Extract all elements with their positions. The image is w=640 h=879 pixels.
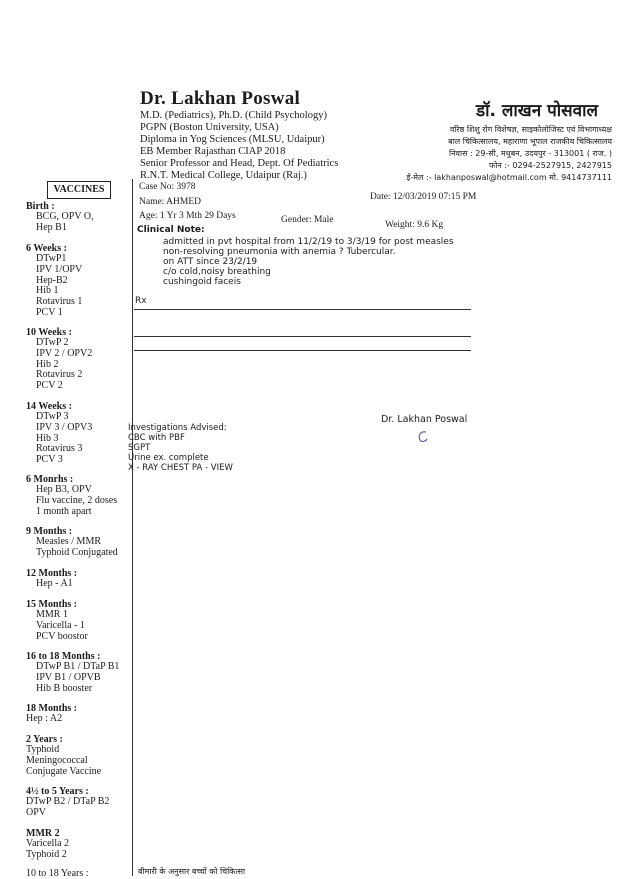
vaccine-item: PCV 2 — [36, 380, 63, 392]
patient-name: Name: AHMED — [139, 197, 202, 207]
vaccine-item: Hib 3 — [36, 432, 59, 444]
vaccine-item: Rotavirus 1 — [36, 296, 83, 308]
vaccine-group-title: 15 Months : — [26, 599, 78, 610]
vaccine-item: OPV — [26, 806, 47, 818]
credential-line: Senior Professor and Head, Dept. Of Pediatrics — [140, 158, 339, 169]
vaccine-item: Typhoid Conjugated — [36, 546, 118, 558]
investigation-item: SGPT — [128, 443, 151, 453]
vaccine-item: Rotavirus 2 — [36, 369, 83, 381]
vaccine-group-10-18-years — [26, 868, 130, 879]
hindi-line: बाल चिकित्सालय, महाराणा भूपाल राजकीय चिकित्सालय — [448, 137, 612, 146]
footer-hindi: बीमारी के अनुसार बच्चों को चिकित्सा — [138, 867, 246, 876]
vaccines-heading: VACCINES — [47, 181, 111, 199]
vaccine-group-title: Birth : — [26, 201, 55, 212]
patient-weight: Weight: 9.6 Kg — [385, 220, 444, 230]
credential-line: EB Member Rajasthan CIAP 2018 — [140, 146, 286, 157]
vaccine-item: Varicella - 1 — [36, 619, 85, 631]
vaccine-item: Hib B booster — [36, 682, 93, 694]
rule-line — [134, 309, 471, 310]
vaccine-group-title: 6 Weeks : — [26, 243, 67, 254]
hindi-line: वरिष्ठ शिशु रोग विशेषज्ञ, साइकोलोजिस्ट एवं विभागाध्यक्ष — [449, 125, 612, 134]
vaccine-group-title: 12 Months : — [26, 568, 78, 579]
vaccine-group-title: 4½ to 5 Years : — [26, 786, 89, 797]
vaccine-group-2-years — [26, 734, 130, 777]
vaccine-group-14-weeks — [26, 401, 130, 466]
vaccine-group-title: 2 Years : — [26, 734, 63, 745]
vaccine-item: PCV boostor — [36, 630, 88, 642]
hindi-line: निवास : 29-सी, मधुबन, उदयपुर - 313001 ( राज. ) — [449, 149, 612, 158]
vaccine-item: MMR 1 — [36, 609, 68, 620]
vaccine-item: IPV 3 / OPV3 — [36, 421, 93, 433]
vaccine-item: DTwP B2 / DTaP B2 — [26, 796, 110, 807]
vaccine-item: Measles / MMR — [36, 536, 101, 547]
rule-line — [134, 336, 471, 337]
vaccine-group-title: 10 Weeks : — [26, 327, 72, 338]
vaccine-item: Meningococcal — [26, 754, 88, 766]
vaccine-item: Hep B3, OPV — [36, 484, 92, 495]
vaccine-item: Typhoid 2 — [26, 848, 67, 860]
vaccine-item: DTwP 2 — [36, 337, 69, 348]
vaccine-item: IPV 2 / OPV2 — [36, 347, 93, 359]
clinical-note-line: on ATT since 23/2/19 — [163, 257, 258, 267]
patient-gender: Gender: Male — [281, 215, 334, 225]
vaccine-item: Rotavirus 3 — [36, 443, 83, 455]
vaccine-group-title: 16 to 18 Months : — [26, 651, 101, 662]
signature-name: Dr. Lakhan Poswal — [381, 414, 468, 425]
vaccine-item: Hep : A2 — [26, 713, 63, 724]
credential-line: M.D. (Pediatrics), Ph.D. (Child Psychology) — [140, 110, 327, 121]
vaccine-group-title: 18 Months : — [26, 703, 78, 714]
vaccine-item: Conjugate Vaccine — [26, 765, 102, 777]
clinical-note-heading: Clinical Note: — [137, 225, 205, 235]
vaccine-item: IPV 1/OPV — [36, 263, 83, 275]
vaccine-group-6-months — [26, 474, 130, 517]
signature-mark — [416, 430, 430, 444]
vaccine-item: Hep - A1 — [36, 578, 73, 589]
vaccine-item: PCV 3 — [36, 454, 63, 466]
credential-line: PGPN (Boston University, USA) — [140, 122, 279, 133]
vaccine-item: Flu vaccine, 2 doses — [36, 494, 118, 506]
investigations-heading: Investigations Advised: — [128, 423, 227, 433]
investigation-item: CBC with PBF — [128, 433, 185, 443]
clinical-note-line: c/o cold,noisy breathing — [163, 267, 271, 277]
vaccine-item: Hib 1 — [36, 285, 59, 297]
vaccine-item: Hep B1 — [36, 221, 67, 233]
vaccine-group-4-5-years — [26, 786, 130, 819]
rx-label: Rx — [135, 296, 147, 306]
vaccine-group-6-weeks — [26, 243, 130, 319]
vaccine-group-16-18-months — [26, 651, 130, 694]
vaccine-item: DTwP1 — [36, 253, 67, 264]
case-number: Case No: 3978 — [139, 182, 196, 192]
vaccine-group-mmr2 — [26, 828, 130, 861]
vaccine-group-title: 6 Monrhs : — [26, 474, 74, 485]
vaccine-item: Typhoid — [26, 744, 60, 755]
vaccine-group-10-weeks — [26, 327, 130, 392]
vaccine-group-9-months — [26, 526, 130, 559]
clinical-note-line: cushingoid faceis — [163, 277, 241, 287]
vaccine-item: Hib 2 — [36, 358, 59, 370]
doctor-name-hindi: डॉ. लाखन पोसवाल — [476, 101, 598, 121]
vaccine-group-birth — [26, 201, 130, 234]
vaccine-item: 1 month apart — [36, 505, 92, 517]
vaccine-item: DTwP B1 / DTaP B1 — [36, 661, 120, 672]
clinical-note-line: admitted in pvt hospital from 11/2/19 to 3/3/19 for post measles — [163, 237, 454, 247]
hindi-line: ई-मेल :- lakhanposwal@hotmail.com मो. 9414737111 — [406, 173, 612, 182]
vaccine-item: Varicella 2 — [26, 838, 70, 849]
vaccine-group-18-months — [26, 703, 130, 725]
patient-age: Age: 1 Yr 3 Mth 29 Days — [139, 211, 236, 221]
doctor-name: Dr. Lakhan Poswal — [140, 88, 301, 109]
visit-date: Date: 12/03/2019 07:15 PM — [370, 192, 477, 202]
investigation-item: Urine ex. complete — [128, 453, 209, 463]
credential-line: Diploma in Yog Sciences (MLSU, Udaipur) — [140, 134, 325, 145]
vaccine-item: PCV 1 — [36, 306, 63, 318]
clinical-note-line: non-resolving pneumonia with anemia ? Tubercular. — [163, 247, 396, 257]
vaccine-group-title: 14 Weeks : — [26, 401, 72, 412]
vaccine-item: BCG, OPV O, — [36, 211, 94, 222]
credential-line: R.N.T. Medical College, Udaipur (Raj.) — [140, 170, 307, 181]
vaccine-group-12-months — [26, 568, 130, 590]
hindi-line: फोन :- 0294-2527915, 2427915 — [489, 161, 612, 170]
rule-line — [134, 350, 471, 351]
vaccine-item: Hep-B2 — [36, 274, 68, 286]
investigation-item: X - RAY CHEST PA - VIEW — [128, 463, 233, 473]
column-divider — [132, 179, 133, 876]
vaccine-group-title: 9 Months : — [26, 526, 73, 537]
vaccine-item: IPV B1 / OPVB — [36, 671, 101, 683]
vaccine-group-title: MMR 2 — [26, 828, 60, 839]
vaccine-item: DTwP 3 — [36, 411, 69, 422]
vaccine-group-15-months — [26, 599, 130, 642]
vaccine-group-title: 10 to 18 Years : — [26, 868, 89, 879]
